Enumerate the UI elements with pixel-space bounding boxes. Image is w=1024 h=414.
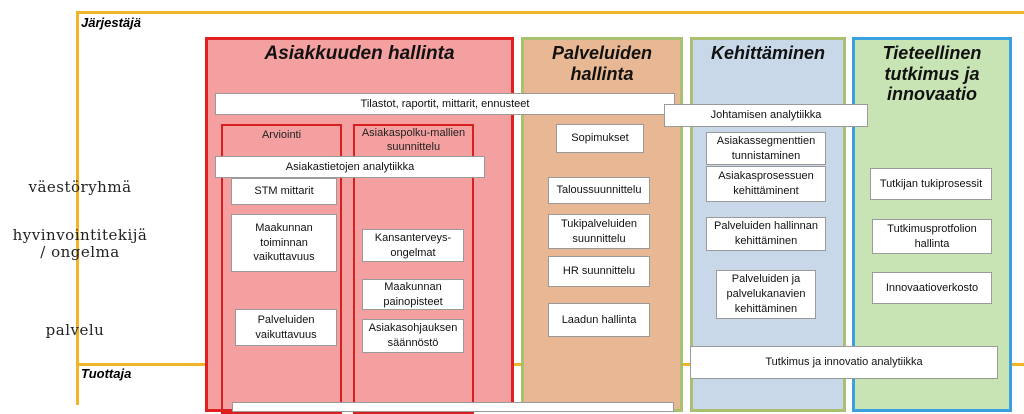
producer-lane-label: Tuottaja bbox=[81, 366, 132, 381]
service-label: palvelu bbox=[45, 321, 105, 339]
researcher-support-box: Tutkijan tukiprosessit bbox=[870, 168, 992, 200]
worker-problem-label: hyvinvointitekijä / ongelma bbox=[12, 226, 148, 262]
innovation-network-box: Innovaatioverkosto bbox=[872, 272, 992, 304]
research-analytics-box: Tutkimus ja innovatio analytiikka bbox=[690, 346, 998, 379]
organizer-lane-top-line bbox=[78, 11, 1024, 14]
development-title: Kehittäminen bbox=[710, 43, 825, 63]
financial-planning-box: Taloussuunnittelu bbox=[548, 177, 650, 204]
customer-guidance-box: Asiakasohjauksen säännöstö bbox=[362, 319, 464, 353]
portfolio-box: Tutkimusprotfolion hallinta bbox=[872, 219, 992, 254]
services-management-title: Palveluiden hallinta bbox=[551, 43, 653, 84]
service-management-development-box: Palveluiden hallinnan kehittäminen bbox=[706, 217, 826, 251]
hr-planning-box: HR suunnittelu bbox=[548, 256, 650, 287]
assessment-title: Arviointi bbox=[261, 129, 302, 141]
support-services-box: Tukipalveluiden suunnittelu bbox=[548, 214, 650, 249]
organizer-lane-label: Järjestäjä bbox=[81, 15, 141, 30]
customer-data-analytics-box: Asiakastietojen analytiikka bbox=[215, 156, 485, 178]
public-health-box: Kansanterveys- ongelmat bbox=[362, 229, 464, 262]
management-analytics-box: Johtamisen analytiikka bbox=[664, 104, 868, 127]
segmentation-box: Asiakassegmenttien tunnistaminen bbox=[706, 132, 826, 165]
research-title: Tieteellinen tutkimus ja innovaatio bbox=[882, 43, 982, 105]
statistics-reports-box: Tilastot, raportit, mittarit, ennusteet bbox=[215, 93, 675, 115]
contracts-box: Sopimukset bbox=[556, 124, 644, 153]
customer-path-title: Asiakaspolku-mallien suunnittelu bbox=[361, 127, 466, 153]
bottom-partial-box bbox=[232, 402, 674, 412]
quality-box: Laadun hallinta bbox=[548, 303, 650, 337]
region-effectiveness-box: Maakunnan toiminnan vaikuttavuus bbox=[231, 214, 337, 272]
customer-management-title: Asiakkuuden hallinta bbox=[264, 43, 455, 64]
lane-left-line bbox=[76, 11, 79, 405]
region-focus-box: Maakunnan painopisteet bbox=[362, 279, 464, 310]
service-effectiveness-box: Palveluiden vaikuttavuus bbox=[235, 309, 337, 346]
population-group-label: väestöryhmä bbox=[28, 178, 132, 196]
channel-development-box: Palveluiden ja palvelukanavien kehittäminen bbox=[716, 270, 816, 319]
stm-metrics-box: STM mittarit bbox=[231, 178, 337, 205]
process-development-box: Asiakasprosessuen kehittäminent bbox=[706, 166, 826, 202]
